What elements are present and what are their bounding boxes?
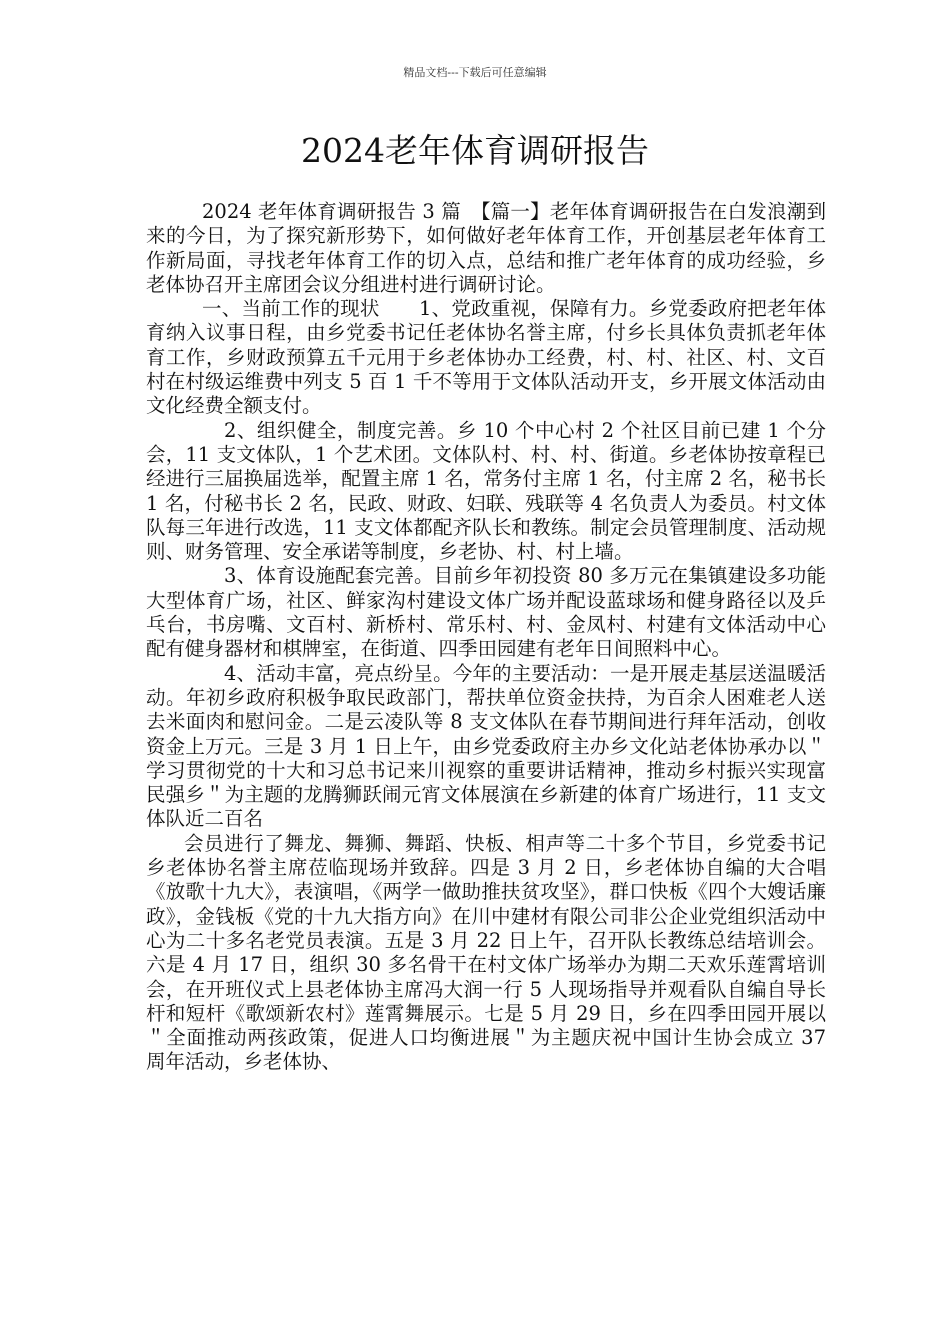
paragraph-facilities: 3、体育设施配套完善。目前乡年初投资 80 多万元在集镇建设多功能大型体育广场，社区、鲜家沟村建设文体广场并配设蓝球场和健身路径以及乒乓台，书房嘴、文百村、新桥村、常乐村、村、金凤村、村建有文体活动中心配有健身器材和棋牌室，在街道、四季田园建有老年日间照料中心。 xyxy=(146,564,826,661)
document-title: 2024老年体育调研报告 xyxy=(301,131,649,170)
page-header: 精品文档---下载后可任意编辑 xyxy=(403,66,547,79)
paragraph-intro: 2024 老年体育调研报告 3 篇 【篇一】老年体育调研报告在白发浪潮到来的今日，为了探究新形势下，如何做好老年体育工作，开创基层老年体育工作新局面，寻找老年体育工作的切入点，总结和推广老年体育的成功经验，乡老体协召开主席团会议分组进村进行调研讨论。 xyxy=(146,200,826,296)
paragraph-organization: 2、组织健全，制度完善。乡 10 个中心村 2 个社区目前已建 1 个分会，11 支文体队，1 个艺术团。文体队村、村、村、街道。乡老体协按章程已经进行三届换届选举，配置主席 1 名，常务付主席 1 名，付主席 2 名，秘书长 1 名，付秘书长 2 名，民政、财政、妇联、残联等 4 名负责人为委员。村文体队每三年进行改选，11 支文体都配齐队长和教练。制定会员管理制度、活动规则、财务管理、安全承诺等制度，乡老协、村、村上墙。 xyxy=(146,418,826,564)
paragraph-activities-continued: 会员进行了舞龙、舞狮、舞蹈、快板、相声等二十多个节目，乡党委书记乡老体协名誉主席莅临现场并致辞。四是 3 月 2 日，乡老体协自编的大合唱《放歌十九大》，表演唱，《两学一做助推扶贫攻坚》，群口快板《四个大嫂话廉政》，金钱板《党的十九大指方向》在川中建材有限公司非公企业党组织活动中心为二十多名老党员表演。五是 3 月 22 日上午，召开队长教练总结培训会。六是 4 月 17 日，组织 30 多名骨干在村文体广场举办为期二天欢乐莲霄培训会，在开班仪式上县老体协主席冯大润一行 5 人现场指导并观看队自编自导长杆和短杆《歌颂新农村》莲霄舞展示。七是 5 月 29 日，乡在四季田园开展以＂全面推动两孩政策，促进人口均衡进展＂为主题庆祝中国计生协会成立 37 周年活动，乡老体协、 xyxy=(146,831,826,1074)
paragraph-current-status: 一、当前工作的现状 1、党政重视，保障有力。乡党委政府把老年体育纳入议事日程，由乡党委书记任老体协名誉主席，付乡长具体负责抓老年体育工作，乡财政预算五千元用于乡老体协办工经费，村、村、社区、村、文百村在村级运维费中列支 5 百 1 千不等用于文体队活动开支，乡开展文体活动由文化经费全额支付。 xyxy=(146,297,826,418)
document-body xyxy=(146,200,826,1075)
paragraph-activities: 4、活动丰富，亮点纷呈。今年的主要活动：一是开展走基层送温暖活动。年初乡政府积极争取民政部门，帮扶单位资金扶持，为百余人困难老人送去米面肉和慰问金。二是云凌队等 8 支文体队在春节期间进行拜年活动，创收资金上万元。三是 3 月 1 日上午，由乡党委政府主办乡文化站老体协承办以＂学习贯彻党的十大和习总书记来川视察的重要讲话精神，推动乡村振兴实现富民强乡＂为主题的龙腾狮跃闹元宵文体展演在乡新建的体育广场进行，11 支文体队近二百名 xyxy=(146,661,826,831)
